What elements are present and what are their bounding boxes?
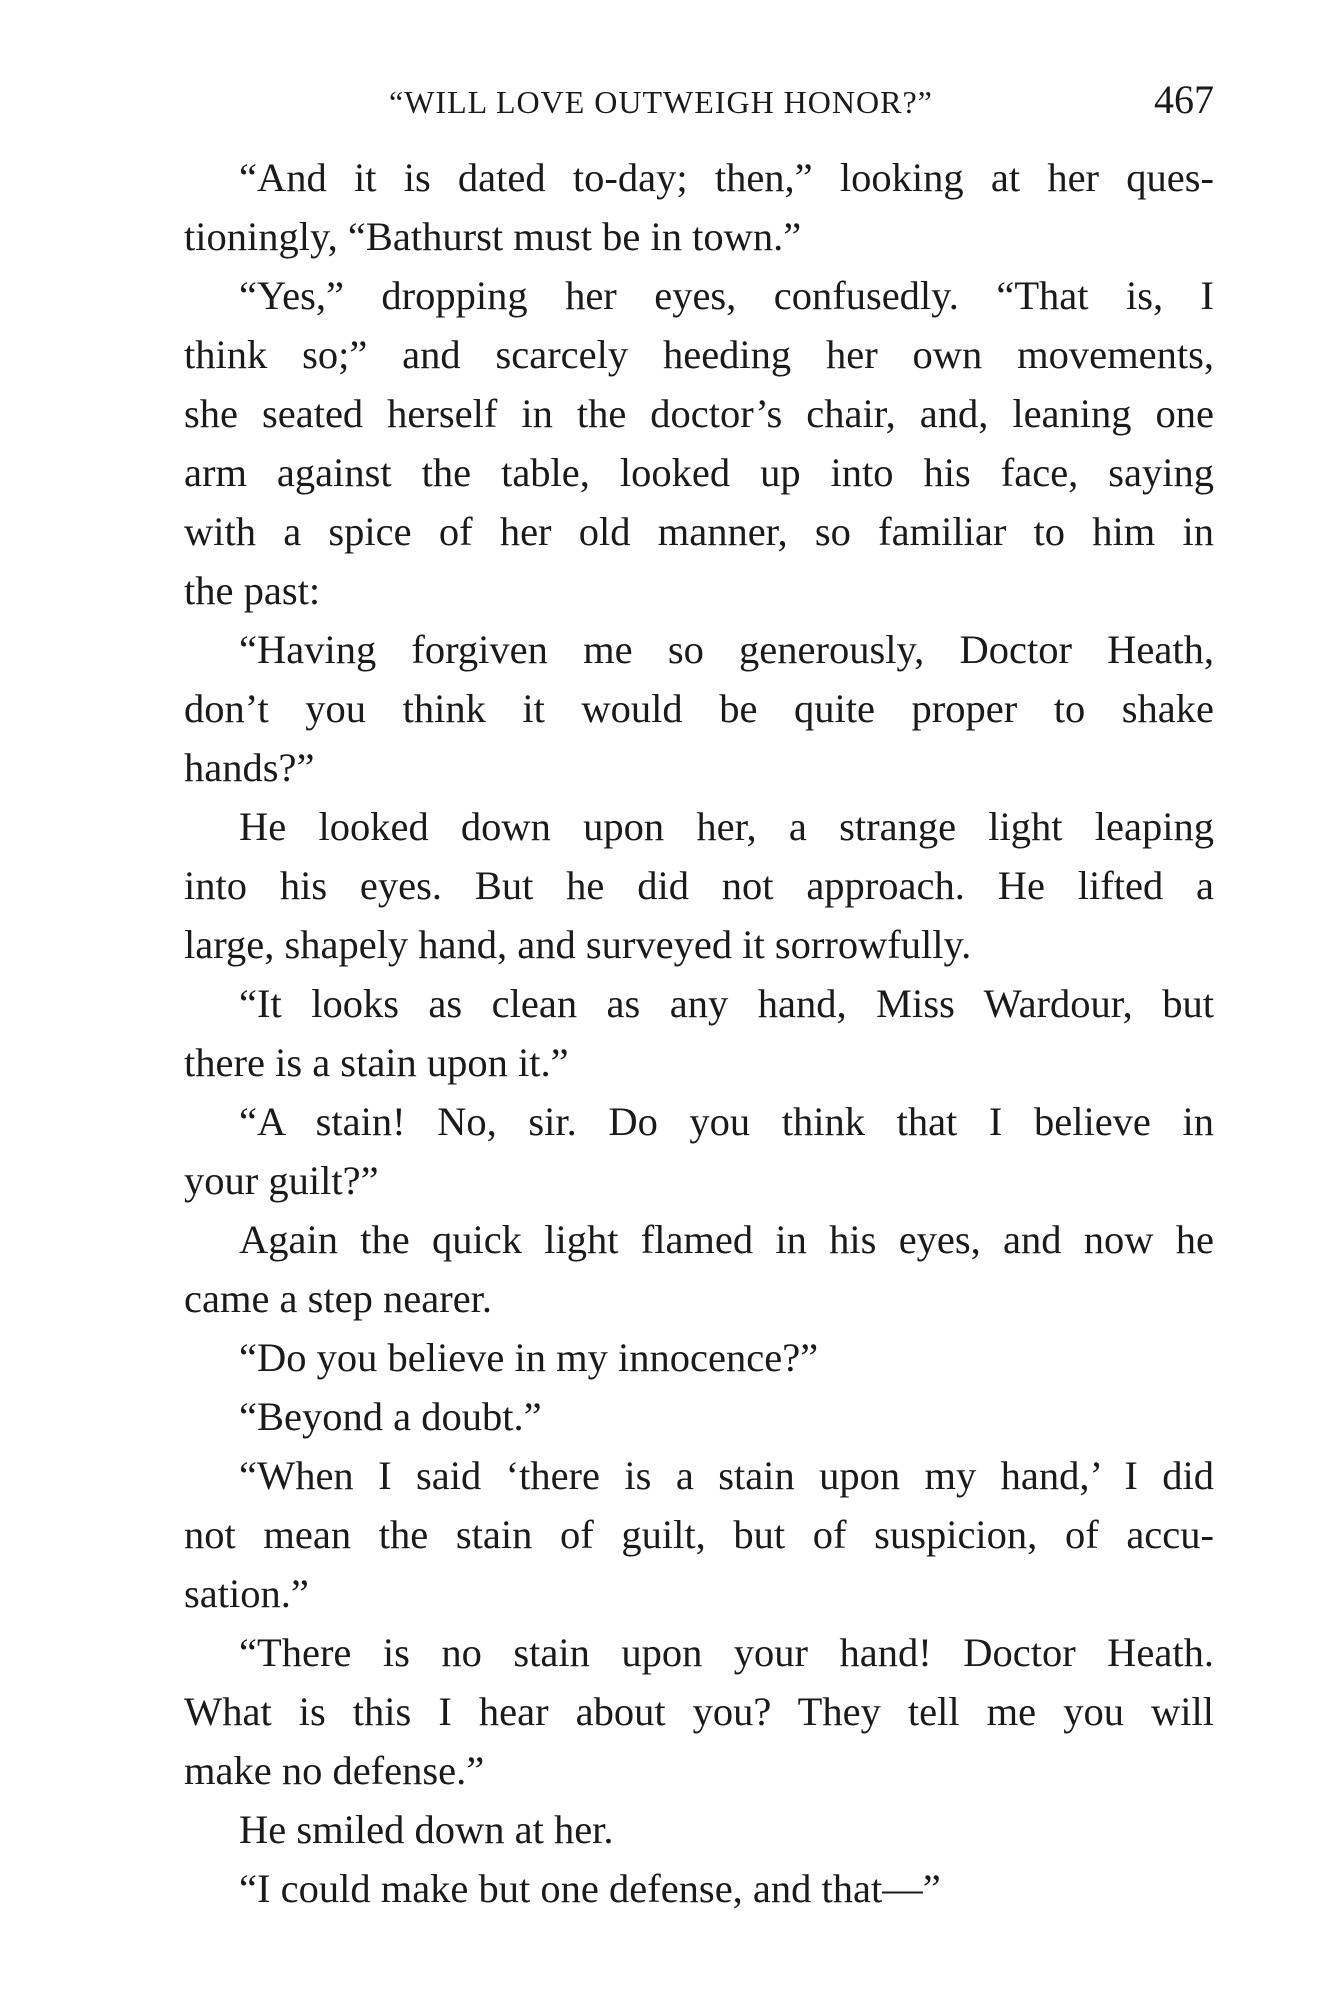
running-head: “WILL LOVE OUTWEIGH HONOR?”: [389, 84, 933, 120]
text-line: “A stain! No, sir. Do you think that I believe in: [239, 1099, 1214, 1144]
text-line: “There is no stain upon your hand! Doctor Heath.: [239, 1630, 1214, 1675]
text-line: don’t you think it would be quite proper to shake: [184, 686, 1214, 731]
text-line: tioningly, “Bathurst must be in town.”: [184, 214, 802, 259]
page-header: [184, 72, 1214, 132]
text-line: “Having forgiven me so generously, Doctor Heath,: [239, 627, 1214, 672]
text-line: came a step nearer.: [184, 1276, 493, 1321]
text-line: “And it is dated to-day; then,” looking at her ques-: [239, 155, 1214, 200]
text-line: hands?”: [184, 745, 315, 790]
text-line: make no defense.”: [184, 1748, 485, 1793]
text-line: large, shapely hand, and surveyed it sorrowfully.: [184, 922, 972, 967]
text-line: “I could make but one defense, and that—”: [239, 1866, 941, 1911]
text-line: into his eyes. But he did not approach. He lifted a: [184, 863, 1214, 908]
text-line: there is a stain upon it.”: [184, 1040, 569, 1085]
text-line: “Yes,” dropping her eyes, confusedly. “That is, I: [239, 273, 1214, 318]
text-line: “Beyond a doubt.”: [239, 1394, 542, 1439]
body-text: [184, 148, 1214, 1918]
text-line: think so;” and scarcely heeding her own movements,: [184, 332, 1214, 377]
text-line: sation.”: [184, 1571, 309, 1616]
text-line: your guilt?”: [184, 1158, 379, 1203]
text-line: “It looks as clean as any hand, Miss Wardour, but: [239, 981, 1214, 1026]
text-line: “When I said ‘there is a stain upon my hand,’ I did: [239, 1453, 1214, 1498]
page-number: 467: [1154, 77, 1214, 122]
text-line: What is this I hear about you? They tell me you will: [184, 1689, 1214, 1734]
text-line: Again the quick light flamed in his eyes, and now he: [239, 1217, 1214, 1262]
text-line: “Do you believe in my innocence?”: [239, 1335, 819, 1380]
text-line: He looked down upon her, a strange light leaping: [239, 804, 1214, 849]
text-line: He smiled down at her.: [239, 1807, 614, 1852]
text-line: not mean the stain of guilt, but of suspicion, of accu-: [184, 1512, 1214, 1557]
text-line: arm against the table, looked up into his face, saying: [184, 450, 1214, 495]
text-line: the past:: [184, 568, 321, 613]
text-line: she seated herself in the doctor’s chair, and, leaning one: [184, 391, 1214, 436]
text-line: with a spice of her old manner, so familiar to him in: [184, 509, 1214, 554]
